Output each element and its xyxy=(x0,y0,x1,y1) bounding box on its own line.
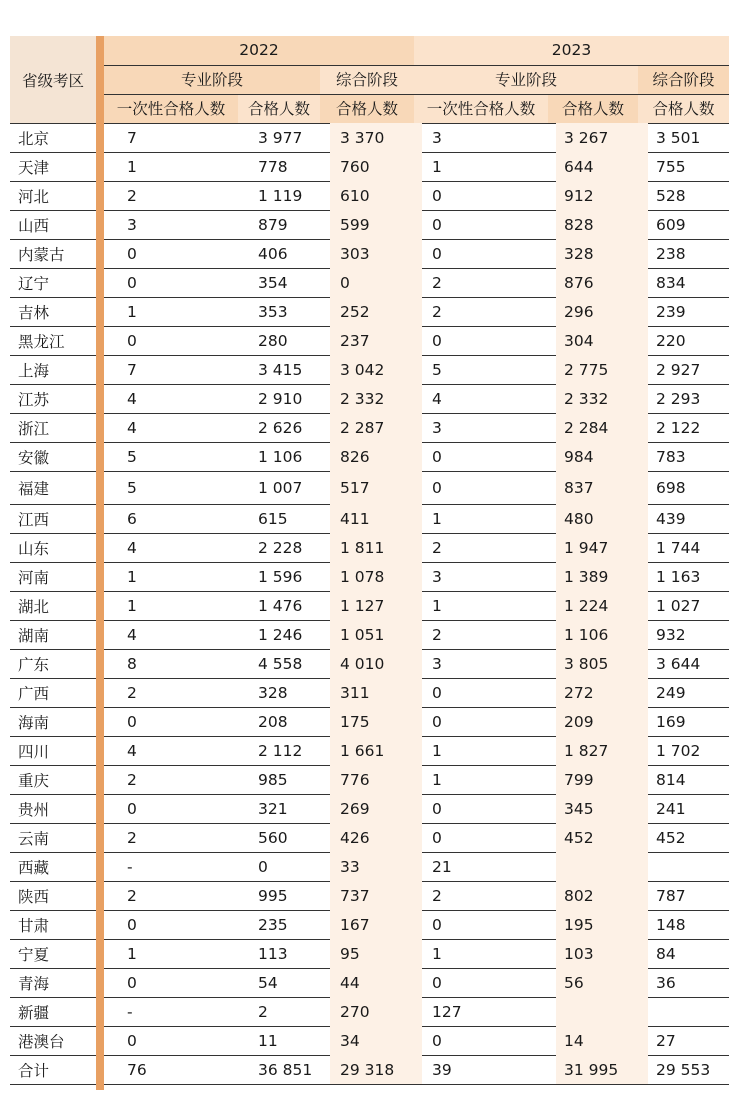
pass-count-2022-comp-header: 合格人数 xyxy=(320,94,414,123)
region-cell: 上海 xyxy=(18,361,50,380)
pass-2023-comp-cell: 609 xyxy=(656,215,686,234)
first-pass-2023-cell: 2 xyxy=(432,625,442,644)
first-pass-2023-cell: 1 xyxy=(432,741,442,760)
pass-2022-comp-cell: 411 xyxy=(330,504,422,533)
first-pass-2023-cell: 0 xyxy=(432,447,442,466)
pass-2022-comp-cell: 826 xyxy=(330,442,422,471)
table-row xyxy=(10,152,729,181)
region-cell: 江苏 xyxy=(18,390,50,409)
table-row xyxy=(10,736,729,765)
first-pass-2022-cell: 4 xyxy=(127,538,137,557)
first-pass-2023-cell: 0 xyxy=(432,1031,442,1050)
first-pass-2023-cell: 3 xyxy=(432,567,442,586)
region-cell: 福建 xyxy=(18,479,50,498)
pass-2023-pro-cell: 2 332 xyxy=(556,384,648,413)
first-pass-2022-cell: 0 xyxy=(127,712,137,731)
first-pass-2022-cell: 8 xyxy=(127,654,137,673)
table-row xyxy=(10,442,729,471)
first-pass-2022-cell: 76 xyxy=(127,1060,147,1079)
pass-2022-pro-cell: 2 228 xyxy=(258,538,303,557)
pass-2023-comp-cell: 238 xyxy=(656,244,686,263)
table-row xyxy=(10,997,729,1026)
first-pass-2023-cell: 4 xyxy=(432,389,442,408)
table-bottom-border xyxy=(10,1084,729,1085)
first-pass-2023-cell: 3 xyxy=(432,128,442,147)
table-row xyxy=(10,649,729,678)
pass-2022-pro-cell: 321 xyxy=(258,799,288,818)
region-cell: 甘肃 xyxy=(18,916,50,935)
pass-2022-pro-cell: 2 910 xyxy=(258,389,303,408)
pass-2023-pro-cell: 304 xyxy=(556,326,648,355)
pass-2022-pro-cell: 1 476 xyxy=(258,596,303,615)
pass-2022-comp-cell: 252 xyxy=(330,297,422,326)
pass-2022-pro-cell: 354 xyxy=(258,273,288,292)
comp-stage-2023-header: 综合阶段 xyxy=(638,65,729,94)
region-cell: 广西 xyxy=(18,684,50,703)
first-pass-2022-cell: 0 xyxy=(127,244,137,263)
pass-2023-pro-cell xyxy=(556,997,648,1026)
first-pass-2022-cell: 2 xyxy=(127,770,137,789)
pass-2023-comp-cell: 932 xyxy=(656,625,686,644)
year-2023-header: 2023 xyxy=(414,36,729,65)
table-row xyxy=(10,181,729,210)
pass-2023-comp-cell: 528 xyxy=(656,186,686,205)
pass-2022-comp-cell: 270 xyxy=(330,997,422,1026)
pass-2023-pro-cell: 56 xyxy=(556,968,648,997)
pass-2022-comp-cell: 95 xyxy=(330,939,422,968)
pass-2022-comp-cell: 760 xyxy=(330,152,422,181)
table-row xyxy=(10,939,729,968)
pass-2022-pro-cell: 113 xyxy=(258,944,288,963)
table-row xyxy=(10,794,729,823)
first-pass-2023-cell: 3 xyxy=(432,654,442,673)
first-pass-2022-cell: 0 xyxy=(127,1031,137,1050)
table-row xyxy=(10,210,729,239)
pass-2022-comp-cell: 2 287 xyxy=(330,413,422,442)
table-row xyxy=(10,591,729,620)
first-pass-2022-cell: 6 xyxy=(127,509,137,528)
pass-2022-pro-cell: 406 xyxy=(258,244,288,263)
pass-2022-comp-cell: 167 xyxy=(330,910,422,939)
region-cell: 安徽 xyxy=(18,448,50,467)
pass-2022-comp-cell: 303 xyxy=(330,239,422,268)
first-pass-2022-cell: - xyxy=(127,1002,133,1021)
pass-2022-pro-cell: 560 xyxy=(258,828,288,847)
pass-2023-comp-cell xyxy=(648,997,729,1026)
pass-2023-comp-cell: 249 xyxy=(656,683,686,702)
pass-2022-pro-cell: 4 558 xyxy=(258,654,303,673)
table-row xyxy=(10,823,729,852)
region-cell: 广东 xyxy=(18,655,50,674)
pass-2023-comp-cell: 241 xyxy=(656,799,686,818)
pass-2023-pro-cell: 984 xyxy=(556,442,648,471)
table-row xyxy=(10,562,729,591)
pass-2022-comp-cell: 1 078 xyxy=(330,562,422,591)
region-cell: 山西 xyxy=(18,216,50,235)
first-pass-2022-cell: 0 xyxy=(127,799,137,818)
pass-2022-comp-cell: 776 xyxy=(330,765,422,794)
first-pass-2022-cell: 1 xyxy=(127,157,137,176)
first-pass-2022-cell: 5 xyxy=(127,478,137,497)
pass-2023-comp-cell: 755 xyxy=(656,157,686,176)
pass-2023-pro-cell: 828 xyxy=(556,210,648,239)
pass-2022-pro-cell: 54 xyxy=(258,973,278,992)
pass-2022-pro-cell: 2 626 xyxy=(258,418,303,437)
region-cell: 吉林 xyxy=(18,303,50,322)
pro-stage-2022-header: 专业阶段 xyxy=(104,65,320,94)
pass-2023-comp-cell: 3 501 xyxy=(656,128,701,147)
table-row xyxy=(10,765,729,794)
pass-2023-comp-cell: 3 644 xyxy=(656,654,701,673)
pass-2023-comp-cell: 148 xyxy=(656,915,686,934)
first-pass-2023-header: 一次性合格人数 xyxy=(414,94,548,123)
pass-2023-comp-cell: 84 xyxy=(656,944,676,963)
pass-2022-pro-cell: 11 xyxy=(258,1031,278,1050)
first-pass-2023-cell: 1 xyxy=(432,944,442,963)
first-pass-2022-header: 一次性合格人数 xyxy=(104,94,238,123)
pass-count-2023-pro-header: 合格人数 xyxy=(548,94,638,123)
pass-2022-comp-cell: 29 318 xyxy=(330,1055,422,1084)
first-pass-2023-cell: 1 xyxy=(432,157,442,176)
first-pass-2023-cell: 3 xyxy=(432,418,442,437)
pass-2023-pro-cell: 912 xyxy=(556,181,648,210)
pass-2023-pro-cell: 2 775 xyxy=(556,355,648,384)
pass-2022-comp-cell: 3 042 xyxy=(330,355,422,384)
region-cell: 宁夏 xyxy=(18,945,50,964)
pass-2023-comp-cell: 783 xyxy=(656,447,686,466)
pass-2023-pro-cell: 31 995 xyxy=(556,1055,648,1084)
pass-2022-comp-cell: 34 xyxy=(330,1026,422,1055)
pass-2022-comp-cell: 269 xyxy=(330,794,422,823)
pass-2022-comp-cell: 1 811 xyxy=(330,533,422,562)
first-pass-2022-cell: 7 xyxy=(127,128,137,147)
pass-2022-comp-cell: 610 xyxy=(330,181,422,210)
first-pass-2022-cell: 5 xyxy=(127,447,137,466)
table-row xyxy=(10,471,729,504)
first-pass-2022-cell: 1 xyxy=(127,302,137,321)
region-cell: 云南 xyxy=(18,829,50,848)
first-pass-2023-cell: 2 xyxy=(432,273,442,292)
first-pass-2023-cell: 0 xyxy=(432,478,442,497)
pass-2023-pro-cell: 876 xyxy=(556,268,648,297)
first-pass-2022-cell: 2 xyxy=(127,186,137,205)
pass-2022-pro-cell: 1 119 xyxy=(258,186,303,205)
pass-2023-pro-cell: 480 xyxy=(556,504,648,533)
accent-bar xyxy=(96,36,104,1090)
pro-stage-2023-header: 专业阶段 xyxy=(414,65,638,94)
pass-2023-comp-cell: 787 xyxy=(656,886,686,905)
pass-2022-pro-cell: 328 xyxy=(258,683,288,702)
first-pass-2023-cell: 0 xyxy=(432,828,442,847)
pass-2022-comp-cell: 33 xyxy=(330,852,422,881)
region-cell: 西藏 xyxy=(18,858,50,877)
pass-2023-pro-cell xyxy=(556,852,648,881)
region-cell: 内蒙古 xyxy=(18,245,65,264)
pass-2023-pro-cell: 328 xyxy=(556,239,648,268)
pass-2022-pro-cell: 0 xyxy=(258,857,268,876)
first-pass-2023-cell: 21 xyxy=(432,857,452,876)
first-pass-2023-cell: 1 xyxy=(432,596,442,615)
table-row xyxy=(10,1055,729,1084)
first-pass-2023-cell: 5 xyxy=(432,360,442,379)
pass-2022-comp-cell: 237 xyxy=(330,326,422,355)
pass-2022-comp-cell: 44 xyxy=(330,968,422,997)
region-cell: 重庆 xyxy=(18,771,50,790)
pass-2023-pro-cell: 644 xyxy=(556,152,648,181)
pass-2023-pro-cell: 3 267 xyxy=(556,123,648,152)
pass-2023-pro-cell: 3 805 xyxy=(556,649,648,678)
pass-2023-comp-cell: 439 xyxy=(656,509,686,528)
pass-2023-comp-cell: 2 122 xyxy=(656,418,701,437)
pass-2022-comp-cell: 2 332 xyxy=(330,384,422,413)
pass-2023-comp-cell: 1 027 xyxy=(656,596,701,615)
table-row xyxy=(10,620,729,649)
pass-2023-comp-cell: 2 927 xyxy=(656,360,701,379)
pass-2022-pro-cell: 2 112 xyxy=(258,741,303,760)
region-cell: 新疆 xyxy=(18,1003,50,1022)
pass-2022-pro-cell: 3 415 xyxy=(258,360,303,379)
pass-2022-pro-cell: 1 596 xyxy=(258,567,303,586)
first-pass-2023-cell: 2 xyxy=(432,302,442,321)
pass-2023-pro-cell: 799 xyxy=(556,765,648,794)
pass-2022-pro-cell: 3 977 xyxy=(258,128,303,147)
pass-2023-pro-cell: 837 xyxy=(556,471,648,504)
pass-2022-comp-cell: 0 xyxy=(330,268,422,297)
first-pass-2023-cell: 2 xyxy=(432,538,442,557)
table-row xyxy=(10,968,729,997)
first-pass-2022-cell: 1 xyxy=(127,567,137,586)
pass-2022-pro-cell: 36 851 xyxy=(258,1060,313,1079)
table-row xyxy=(10,707,729,736)
region-cell: 贵州 xyxy=(18,800,50,819)
pass-2023-comp-cell: 1 744 xyxy=(656,538,701,557)
pass-2023-comp-cell: 834 xyxy=(656,273,686,292)
table-row xyxy=(10,326,729,355)
pass-2022-comp-cell: 4 010 xyxy=(330,649,422,678)
region-cell: 辽宁 xyxy=(18,274,50,293)
region-cell: 北京 xyxy=(18,129,50,148)
region-cell: 湖北 xyxy=(18,597,50,616)
table-row xyxy=(10,355,729,384)
pass-2022-pro-cell: 1 106 xyxy=(258,447,303,466)
pass-2023-comp-cell: 1 163 xyxy=(656,567,701,586)
year-2022-header: 2022 xyxy=(104,36,414,65)
first-pass-2022-cell: 4 xyxy=(127,741,137,760)
region-cell: 合计 xyxy=(18,1061,50,1080)
first-pass-2022-cell: 1 xyxy=(127,596,137,615)
pass-2023-comp-cell: 169 xyxy=(656,712,686,731)
region-cell: 河南 xyxy=(18,568,50,587)
table-row xyxy=(10,533,729,562)
pass-2022-pro-cell: 1 007 xyxy=(258,478,303,497)
first-pass-2023-cell: 0 xyxy=(432,331,442,350)
pass-2023-pro-cell: 14 xyxy=(556,1026,648,1055)
pass-2023-comp-cell: 27 xyxy=(656,1031,676,1050)
pass-2023-comp-cell: 36 xyxy=(656,973,676,992)
pass-2023-pro-cell: 1 106 xyxy=(556,620,648,649)
table-row xyxy=(10,910,729,939)
region-cell: 江西 xyxy=(18,510,50,529)
pass-2023-pro-cell: 802 xyxy=(556,881,648,910)
region-cell: 海南 xyxy=(18,713,50,732)
first-pass-2023-cell: 0 xyxy=(432,973,442,992)
first-pass-2022-cell: 7 xyxy=(127,360,137,379)
table-row xyxy=(10,881,729,910)
pass-2022-pro-cell: 615 xyxy=(258,509,288,528)
pass-2022-comp-cell: 1 661 xyxy=(330,736,422,765)
pass-2022-comp-cell: 3 370 xyxy=(330,123,422,152)
first-pass-2022-cell: 2 xyxy=(127,683,137,702)
pass-2022-pro-cell: 208 xyxy=(258,712,288,731)
region-cell: 湖南 xyxy=(18,626,50,645)
comp-stage-2022-header: 综合阶段 xyxy=(320,65,414,94)
pass-2023-pro-cell: 1 827 xyxy=(556,736,648,765)
first-pass-2023-cell: 2 xyxy=(432,886,442,905)
first-pass-2023-cell: 0 xyxy=(432,915,442,934)
pass-2023-pro-cell: 1 224 xyxy=(556,591,648,620)
pass-2022-comp-cell: 311 xyxy=(330,678,422,707)
first-pass-2022-cell: 1 xyxy=(127,944,137,963)
first-pass-2023-cell: 0 xyxy=(432,799,442,818)
pass-2023-comp-cell: 2 293 xyxy=(656,389,701,408)
region-header: 省级考区 xyxy=(10,36,96,123)
region-cell: 浙江 xyxy=(18,419,50,438)
region-cell: 天津 xyxy=(18,158,50,177)
region-cell: 河北 xyxy=(18,187,50,206)
pass-2023-comp-cell xyxy=(648,852,729,881)
pass-2022-comp-cell: 1 051 xyxy=(330,620,422,649)
first-pass-2022-cell: 3 xyxy=(127,215,137,234)
table-row xyxy=(10,504,729,533)
pass-2022-pro-cell: 235 xyxy=(258,915,288,934)
pass-2023-pro-cell: 272 xyxy=(556,678,648,707)
pass-2023-comp-cell: 452 xyxy=(656,828,686,847)
first-pass-2022-cell: 0 xyxy=(127,915,137,934)
pass-2023-pro-cell: 195 xyxy=(556,910,648,939)
pass-2022-pro-cell: 280 xyxy=(258,331,288,350)
region-cell: 四川 xyxy=(18,742,50,761)
pass-2023-comp-cell: 1 702 xyxy=(656,741,701,760)
pass-2022-comp-cell: 737 xyxy=(330,881,422,910)
pass-2023-pro-cell: 103 xyxy=(556,939,648,968)
table-row xyxy=(10,297,729,326)
pass-2022-comp-cell: 517 xyxy=(330,471,422,504)
pass-2022-pro-cell: 1 246 xyxy=(258,625,303,644)
first-pass-2022-cell: 0 xyxy=(127,973,137,992)
table-row xyxy=(10,413,729,442)
first-pass-2023-cell: 1 xyxy=(432,770,442,789)
pass-2022-pro-cell: 2 xyxy=(258,1002,268,1021)
pass-2023-comp-cell: 698 xyxy=(656,478,686,497)
first-pass-2023-cell: 0 xyxy=(432,186,442,205)
pass-2023-pro-cell: 1 389 xyxy=(556,562,648,591)
first-pass-2022-cell: - xyxy=(127,857,133,876)
first-pass-2022-cell: 4 xyxy=(127,625,137,644)
pass-2023-pro-cell: 2 284 xyxy=(556,413,648,442)
table-row xyxy=(10,852,729,881)
first-pass-2022-cell: 2 xyxy=(127,828,137,847)
pass-2022-pro-cell: 353 xyxy=(258,302,288,321)
pass-2023-pro-cell: 1 947 xyxy=(556,533,648,562)
pass-2023-comp-cell: 29 553 xyxy=(656,1060,711,1079)
first-pass-2022-cell: 4 xyxy=(127,389,137,408)
region-cell: 港澳台 xyxy=(18,1032,65,1051)
first-pass-2022-cell: 4 xyxy=(127,418,137,437)
pass-2022-comp-cell: 1 127 xyxy=(330,591,422,620)
pass-2022-comp-cell: 426 xyxy=(330,823,422,852)
pass-2022-pro-cell: 778 xyxy=(258,157,288,176)
pass-2023-comp-cell: 814 xyxy=(656,770,686,789)
first-pass-2022-cell: 0 xyxy=(127,331,137,350)
first-pass-2022-cell: 2 xyxy=(127,886,137,905)
first-pass-2023-cell: 0 xyxy=(432,244,442,263)
table-row xyxy=(10,1026,729,1055)
region-cell: 陕西 xyxy=(18,887,50,906)
table-row xyxy=(10,384,729,413)
pass-2023-comp-cell: 239 xyxy=(656,302,686,321)
first-pass-2022-cell: 0 xyxy=(127,273,137,292)
region-cell: 黑龙江 xyxy=(18,332,65,351)
region-cell: 山东 xyxy=(18,539,50,558)
table-row xyxy=(10,678,729,707)
first-pass-2023-cell: 127 xyxy=(432,1002,462,1021)
table-row xyxy=(10,268,729,297)
pass-count-2022-pro-header: 合格人数 xyxy=(238,94,320,123)
pass-2022-comp-cell: 175 xyxy=(330,707,422,736)
pass-2022-pro-cell: 879 xyxy=(258,215,288,234)
table-row xyxy=(10,123,729,152)
pass-2023-comp-cell: 220 xyxy=(656,331,686,350)
pass-2023-pro-cell: 452 xyxy=(556,823,648,852)
first-pass-2023-cell: 0 xyxy=(432,712,442,731)
pass-2023-pro-cell: 209 xyxy=(556,707,648,736)
region-cell: 青海 xyxy=(18,974,50,993)
first-pass-2023-cell: 1 xyxy=(432,509,442,528)
table-row xyxy=(10,239,729,268)
pass-2022-pro-cell: 985 xyxy=(258,770,288,789)
first-pass-2023-cell: 0 xyxy=(432,215,442,234)
first-pass-2023-cell: 0 xyxy=(432,683,442,702)
pass-count-2023-comp-header: 合格人数 xyxy=(638,94,729,123)
pass-2023-pro-cell: 345 xyxy=(556,794,648,823)
pass-2022-comp-cell: 599 xyxy=(330,210,422,239)
first-pass-2023-cell: 39 xyxy=(432,1060,452,1079)
pass-2022-pro-cell: 995 xyxy=(258,886,288,905)
pass-2023-pro-cell: 296 xyxy=(556,297,648,326)
